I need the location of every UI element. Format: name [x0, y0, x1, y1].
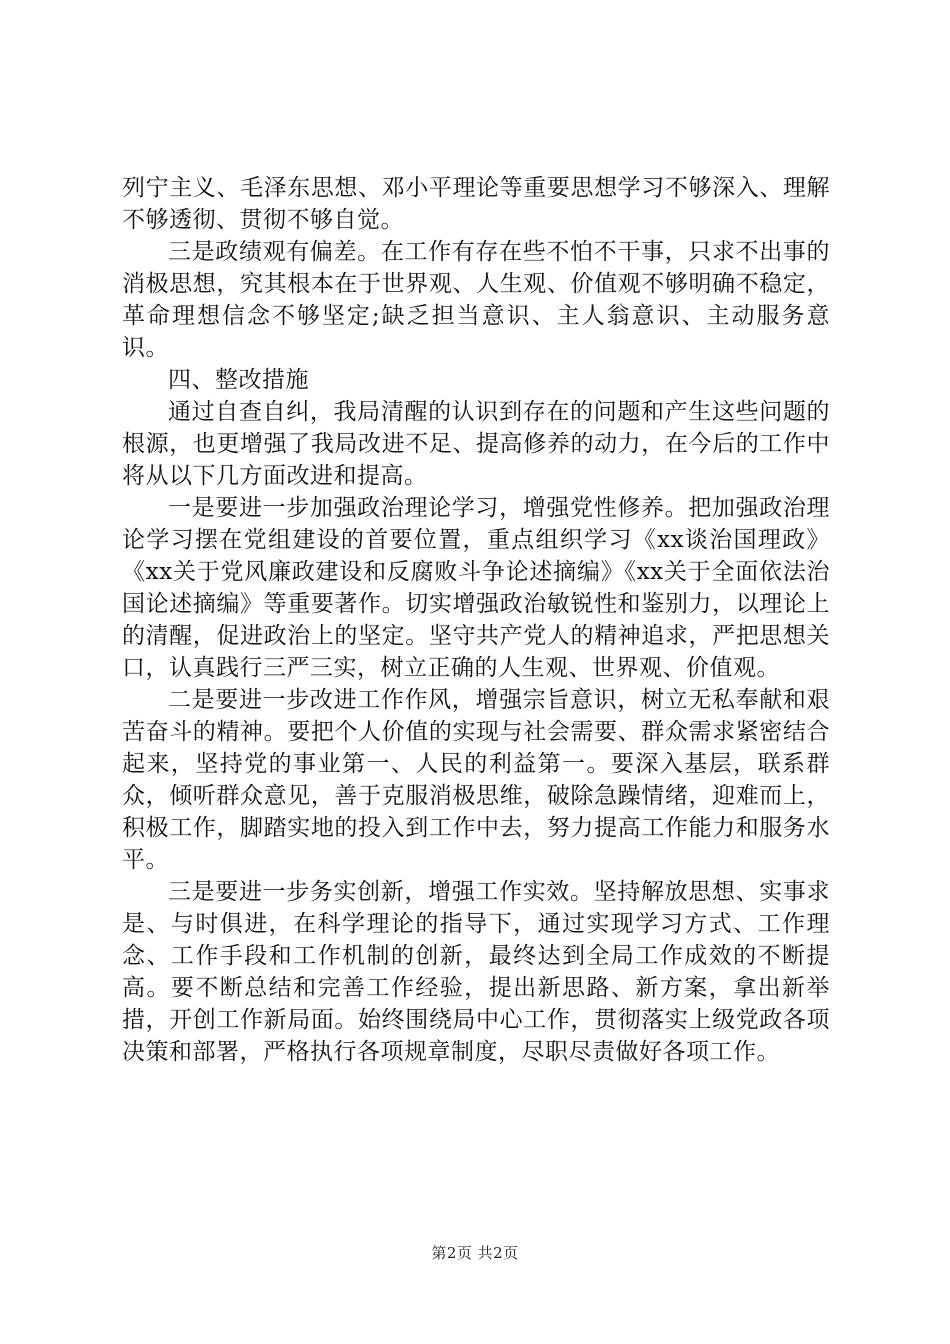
paragraph-measure-one: 一是要进一步加强政治理论学习，增强党性修养。把加强政治理论学习摆在党组建设的首要位置，重点组织学习《xx谈治国理政》《xx关于党风廉政建设和反腐败斗争论述摘编》《xx关于全面依法治国论述摘编》等重要著作。切实增强政治敏锐性和鉴别力，以理论上的清醒，促进政治上的坚定。坚守共产党人的精神追求，严把思想关口，认真践行三严三实，树立正确的人生观、世界观、价值观。	[122, 495, 830, 681]
paragraph-measure-two: 二是要进一步改进工作作风，增强宗旨意识，树立无私奉献和艰苦奋斗的精神。要把个人价值的实现与社会需要、群众需求紧密结合起来，坚持党的事业第一、人民的利益第一。要深入基层，联系群众，倾听群众意见，善于克服消极思维，破除急躁情绪，迎难而上，积极工作，脚踏实地的投入到工作中去，努力提高工作能力和服务水平。	[122, 687, 830, 873]
section-heading-rectification: 四、整改措施	[168, 367, 309, 393]
paragraph-measure-three: 三是要进一步务实创新，增强工作实效。坚持解放思想、实事求是、与时俱进，在科学理论的指导下，通过实现学习方式、工作理念、工作手段和工作机制的创新，最终达到全局工作成效的不断提高。要不断总结和完善工作经验，提出新思路、新方案，拿出新举措，开创工作新局面。始终围绕局中心工作，贯彻落实上级党政各项决策和部署，严格执行各项规章制度，尽职尽责做好各项工作。	[122, 879, 830, 1065]
paragraph-political-performance: 三是政绩观有偏差。在工作有存在些不怕不干事，只求不出事的消极思想，究其根本在于世界观、人生观、价值观不够明确不稳定，革命理想信念不够坚定;缺乏担当意识、主人翁意识、主动服务意识。	[122, 239, 830, 361]
document-body	[122, 172, 830, 1068]
page-number-footer: 第2页 共2页	[431, 1244, 519, 1262]
paragraph-continuation: 列宁主义、毛泽东思想、邓小平理论等重要思想学习不够深入、理解不够透彻、贯彻不够自觉。	[122, 175, 830, 233]
paragraph-self-inspection: 通过自查自纠，我局清醒的认识到存在的问题和产生这些问题的根源，也更增强了我局改进不足、提高修养的动力，在今后的工作中将从以下几方面改进和提高。	[122, 399, 830, 489]
